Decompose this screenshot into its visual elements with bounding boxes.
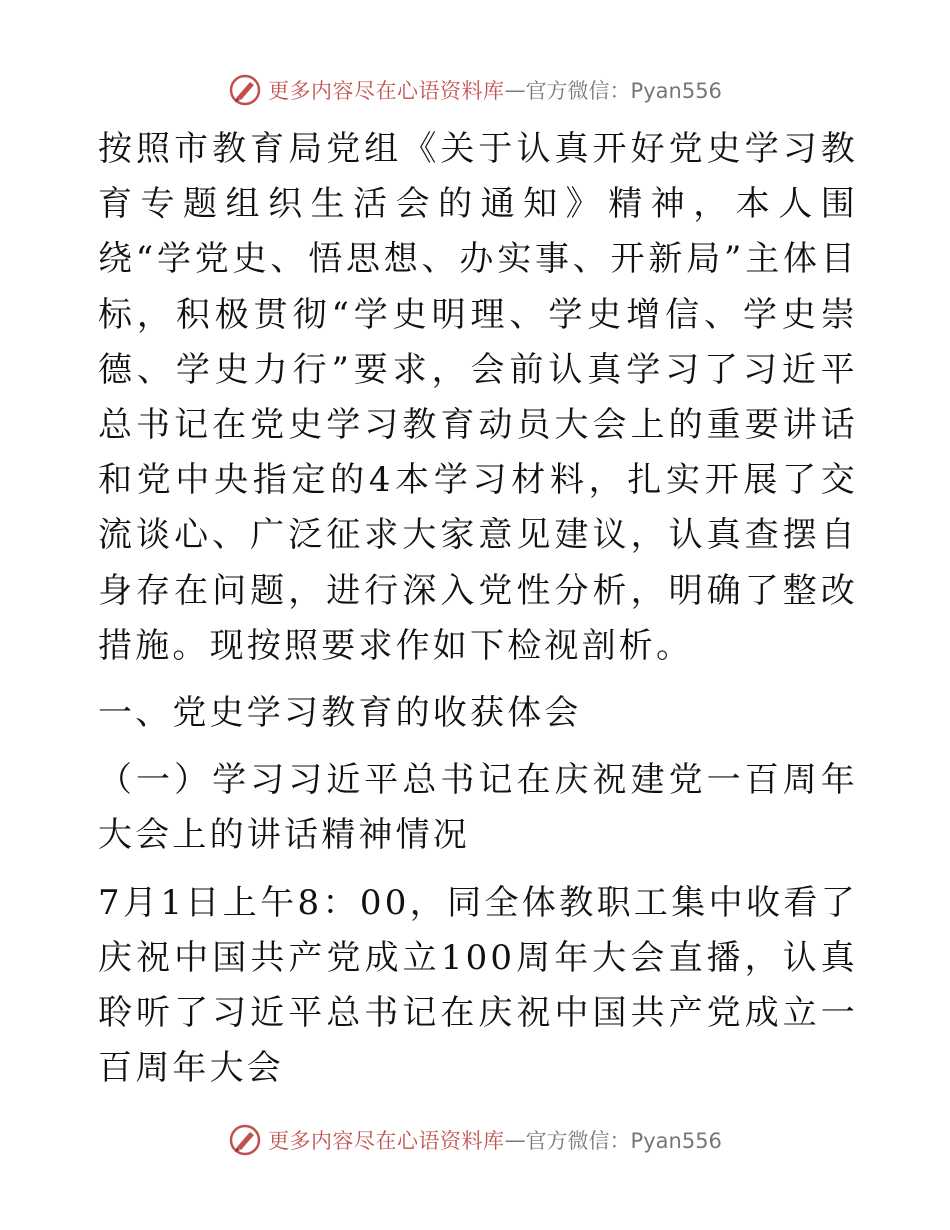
body-paragraph: 7月1日上午8：00，同全体教职工集中收看了庆祝中国共产党成立100周年大会直播，认真聆听了习近平总书记在庆祝中国共产党成立一百周年大会 [98,882,858,1089]
header-watermark-banner [0,70,950,110]
banner-contact: 官方微信：Pyan556 [525,79,722,103]
banner-title: 更多内容尽在心语资料库 [268,79,505,103]
document-body [98,122,858,1096]
footer-watermark-banner [0,1120,950,1160]
section-heading: 一、党史学习教育的收获体会 [98,693,582,734]
subsection-heading: （一）学习习近平总书记在庆祝建党一百周年大会上的讲话精神情况 [98,760,858,856]
banner-dash: — [504,1128,526,1152]
logo-icon [228,73,262,107]
banner-dash: — [504,78,526,102]
intro-paragraph: 按照市教育局党组《关于认真开好党史学习教育专题组织生活会的通知》精神，本人围绕“学党史、悟思想、办实事、开新局”主体目标，积极贯彻“学史明理、学史增信、学史崇德、学史力行”要求，会前认真学习了习近平总书记在党史学习教育动员大会上的重要讲话和党中央指定的4本学习材料，扎实开展了交流谈心、广泛征求大家意见建议，认真查摆自身存在问题，进行深入党性分析，明确了整改措施。现按照要求作如下检视剖析。 [98,129,858,666]
logo-icon [228,1123,262,1157]
banner-title: 更多内容尽在心语资料库 [268,1129,505,1153]
banner-contact: 官方微信：Pyan556 [525,1129,722,1153]
